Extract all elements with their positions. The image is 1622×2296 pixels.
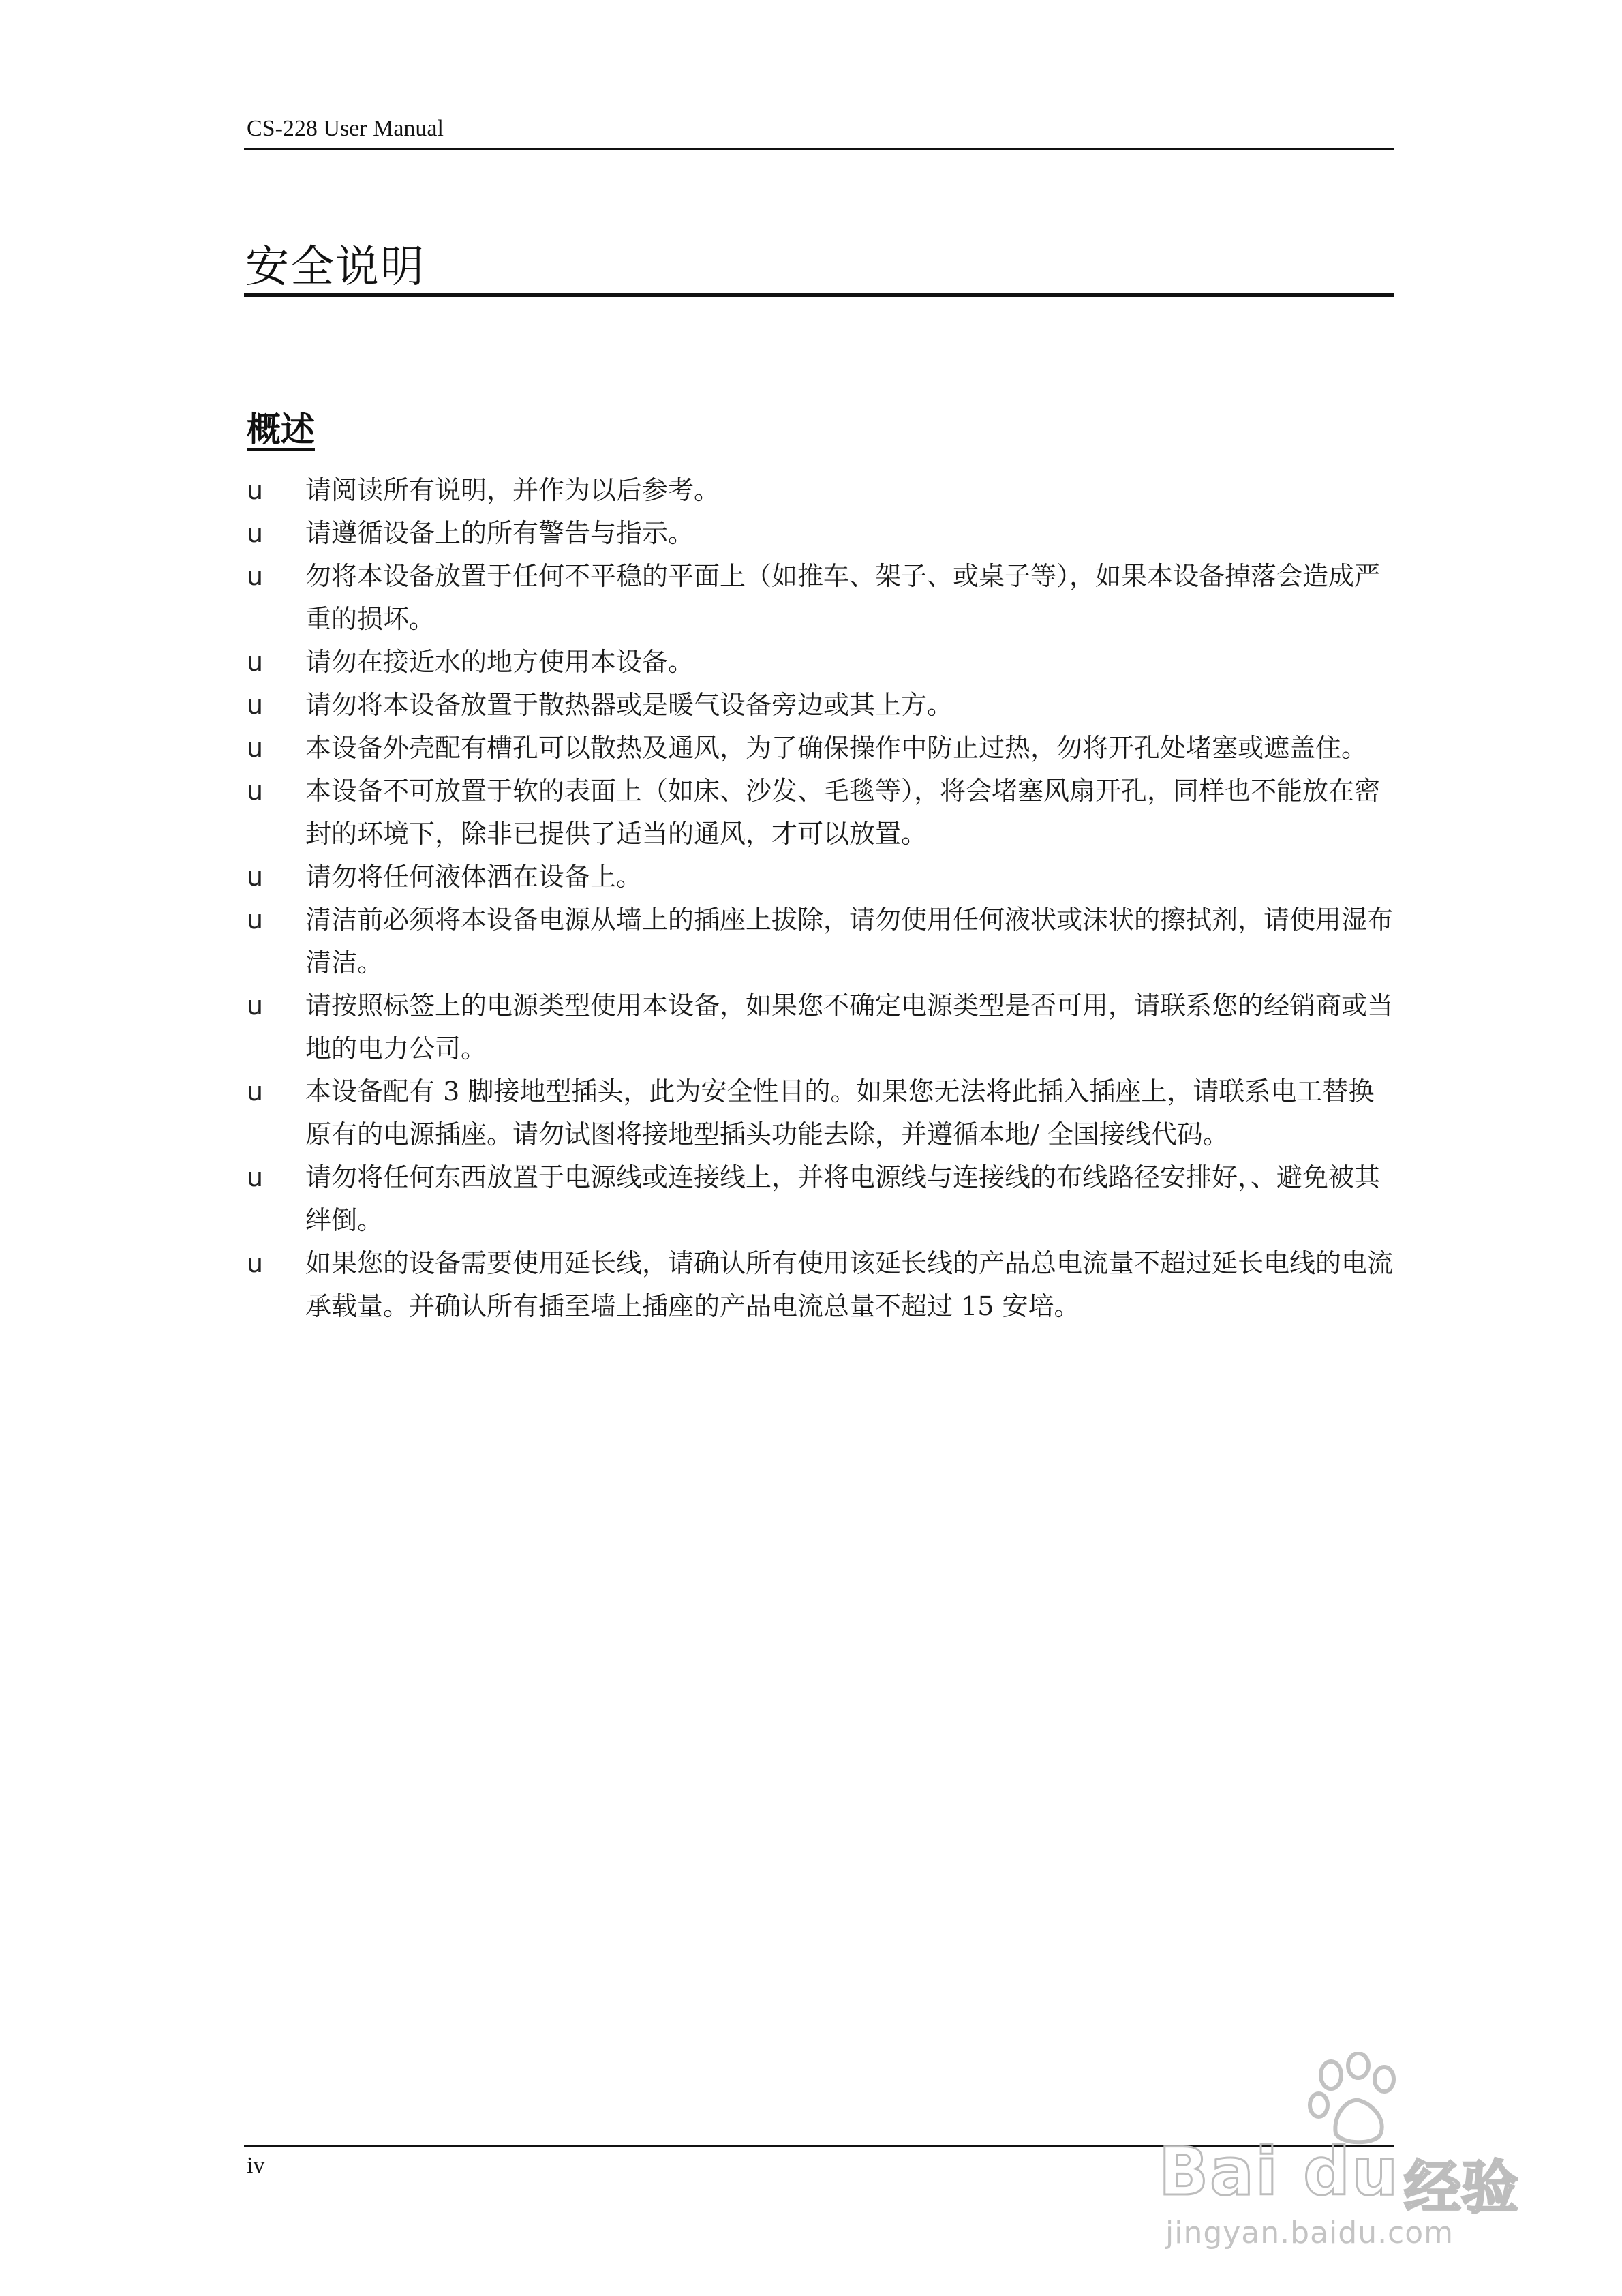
list-item-text: 请遵循设备上的所有警告与指示。	[305, 518, 694, 548]
list-item	[247, 1242, 1398, 1328]
bullet-marker: u	[247, 991, 264, 1021]
watermark-brand: Bai du	[1159, 2134, 1400, 2210]
bullet-marker: u	[247, 862, 264, 892]
watermark-brand-cn: 经验	[1404, 2154, 1519, 2221]
list-item	[247, 555, 1398, 641]
title-rule	[244, 293, 1394, 297]
list-item	[247, 727, 1398, 770]
list-item	[247, 1156, 1398, 1242]
list-item	[247, 898, 1398, 984]
page-number: iv	[247, 2153, 265, 2178]
list-item	[247, 469, 1398, 512]
list-item	[247, 1070, 1398, 1156]
bullet-marker: u	[247, 690, 264, 720]
header-rule	[244, 148, 1394, 150]
list-item	[247, 684, 1398, 727]
bullet-marker: u	[247, 905, 264, 935]
list-item	[247, 856, 1398, 898]
list-item-text: 请勿将本设备放置于散热器或是暖气设备旁边或其上方。	[305, 690, 953, 720]
bullet-marker: u	[247, 1162, 264, 1192]
list-item-text: 请勿将任何东西放置于电源线或连接线上，并将电源线与连接线的布线路径安排好，、避免被其绊倒。	[305, 1162, 1381, 1235]
list-item-text: 本设备外壳配有槽孔可以散热及通风，为了确保操作中防止过热，勿将开孔处堵塞或遮盖住。	[305, 733, 1368, 763]
list-item-text: 本设备配有 3 脚接地型插头，此为安全性目的。如果您无法将此插入插座上，请联系电工替换原有的电源插座。请勿试图将接地型插头功能去除，并遵循本地/ 全国接线代码。	[305, 1076, 1375, 1149]
list-item	[247, 512, 1398, 555]
section-heading: 概述	[247, 410, 315, 449]
bullet-marker: u	[247, 475, 264, 505]
bullet-marker: u	[247, 1248, 264, 1278]
baidu-jingyan-watermark	[1131, 2045, 1554, 2250]
list-item-text: 本设备不可放置于软的表面上（如床、沙发、毛毯等），将会堵塞风扇开孔，同样也不能放在密封的环境下，除非已提供了适当的通风，才可以放置。	[305, 776, 1381, 849]
bullet-marker: u	[247, 733, 264, 763]
paw-icon	[1305, 2052, 1407, 2147]
list-item-text: 勿将本设备放置于任何不平稳的平面上（如推车、架子、或桌子等），如果本设备掉落会造成严重的损坏。	[305, 561, 1381, 634]
list-item-text: 请勿在接近水的地方使用本设备。	[305, 647, 694, 677]
list-item-text: 请勿将任何液体洒在设备上。	[305, 862, 643, 892]
list-item-text: 清洁前必须将本设备电源从墙上的插座上拔除，请勿使用任何液状或沫状的擦拭剂，请使用湿布清洁。	[305, 905, 1394, 978]
list-item	[247, 984, 1398, 1070]
watermark-url: jingyan.baidu.com	[1165, 2216, 1454, 2250]
list-item	[247, 641, 1398, 684]
bullet-marker: u	[247, 1076, 264, 1106]
list-item-text: 请按照标签上的电源类型使用本设备，如果您不确定电源类型是否可用，请联系您的经销商或当地的电力公司。	[305, 991, 1394, 1063]
page-title: 安全说明	[245, 242, 425, 292]
list-item	[247, 770, 1398, 856]
bullet-marker: u	[247, 647, 264, 677]
list-item-text: 请阅读所有说明，并作为以后参考。	[305, 475, 720, 505]
list-item-text: 如果您的设备需要使用延长线，请确认所有使用该延长线的产品总电流量不超过延长电线的电流承载量。并确认所有插至墙上插座的产品电流总量不超过 15 安培。	[305, 1248, 1394, 1321]
safety-instructions-list	[247, 469, 1398, 1328]
bullet-marker: u	[247, 518, 264, 548]
bullet-marker: u	[247, 776, 264, 806]
bullet-marker: u	[247, 561, 264, 591]
running-header: CS-228 User Manual	[247, 116, 444, 141]
